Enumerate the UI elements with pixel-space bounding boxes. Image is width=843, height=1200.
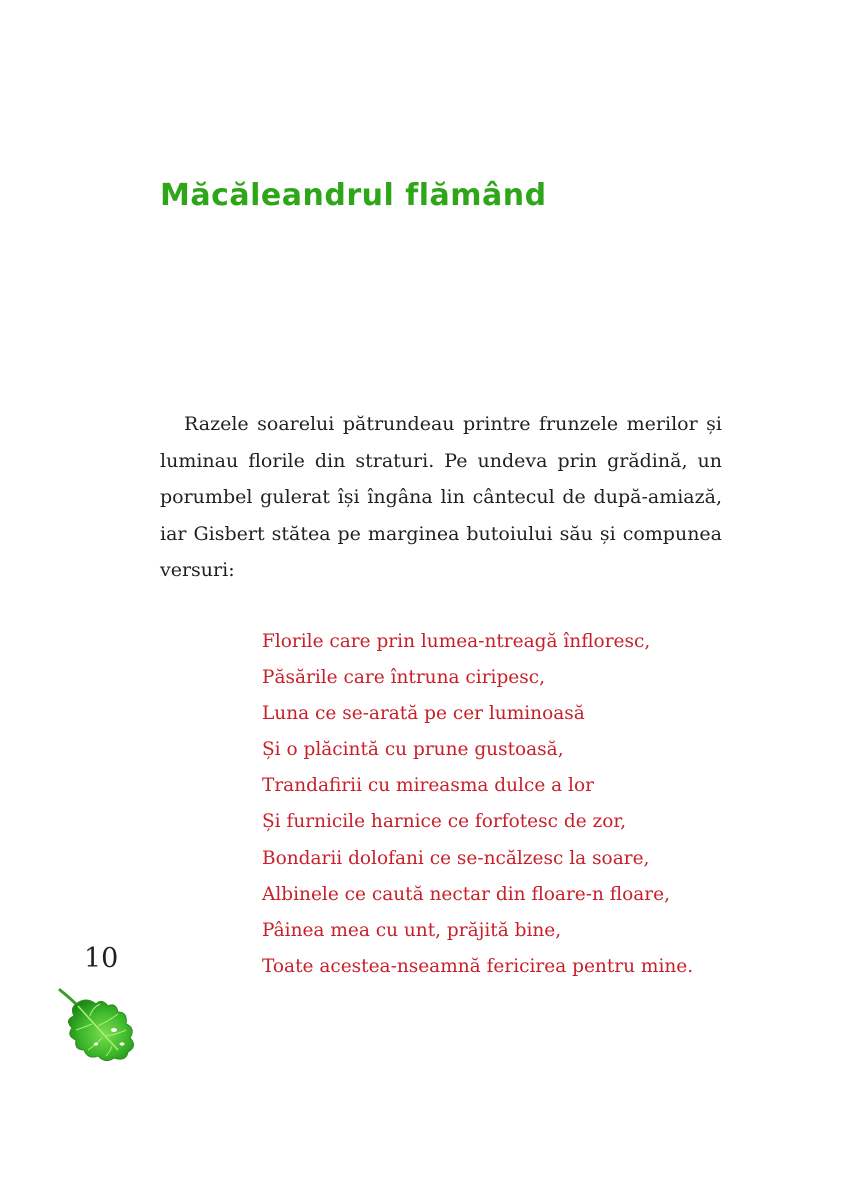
page-number: 10 [84,943,119,974]
poem-line: Albinele ce caută nectar din floare-n floare, [262,883,670,905]
poem-line: Bondarii dolofani ce se-ncălzesc la soare, [262,847,650,869]
chapter-title: Măcăleandrul flămând [160,178,547,213]
poem [262,624,693,985]
poem-line: Florile care prin lumea-ntreagă înfloresc, [262,631,651,652]
poem-line: Pâinea mea cu unt, prăjită bine, [262,919,562,941]
body-paragraph: Razele soarelui pătrundeau printre frunzele merilor și luminau florile din straturi. Pe undeva prin grădină, un porumbel gulerat își îngâna lin cântecul de după-amiază, iar Gisbert stătea pe marginea butoiului său și compunea versuri: [160,413,722,581]
leaf-icon [56,986,142,1064]
poem-line: Toate acestea-nseamnă fericirea pentru mine. [262,955,694,977]
poem-line: Trandafirii cu mireasma dulce a lor [262,775,594,797]
poem-line: Și o plăcintă cu prune gustoasă, [262,739,564,761]
poem-line: Luna ce se-arată pe cer luminoasă [262,703,585,725]
poem-line: Și furnicile harnice ce forfotesc de zor, [262,811,627,833]
poem-line: Păsările care întruna ciripesc, [262,667,545,689]
